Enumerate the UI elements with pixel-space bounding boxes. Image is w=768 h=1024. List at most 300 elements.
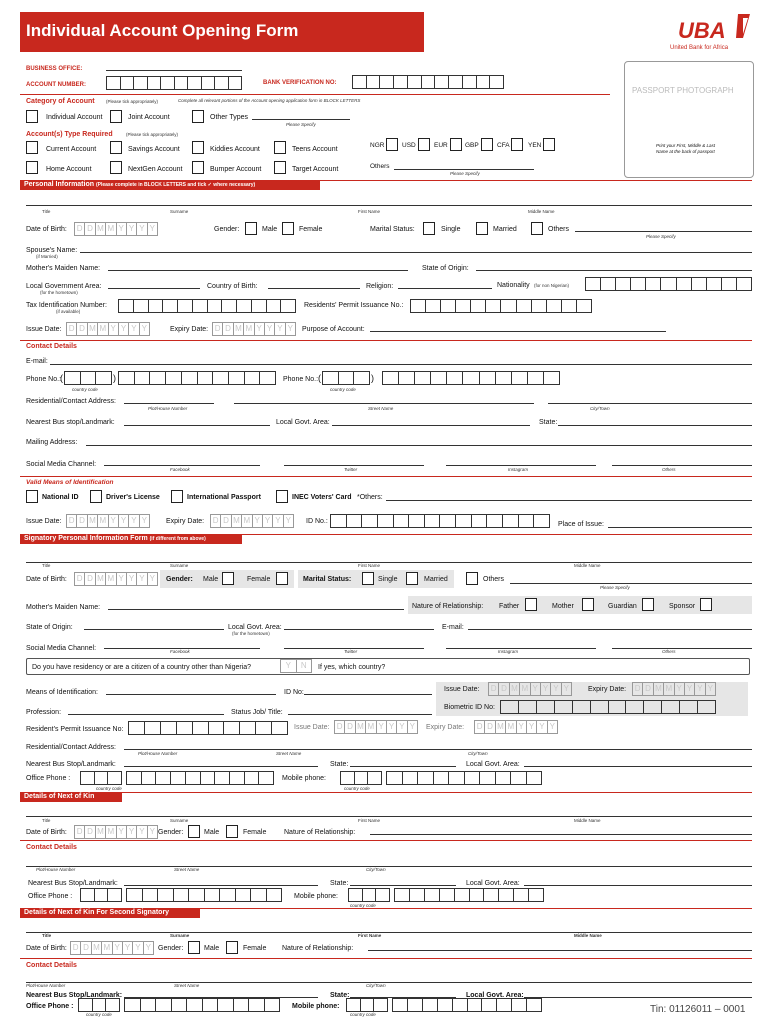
date-cell[interactable]: Y — [123, 941, 133, 955]
date-cell[interactable]: M — [96, 825, 106, 839]
date-cell[interactable]: D — [212, 322, 223, 336]
date-cell[interactable]: M — [654, 682, 664, 696]
expiry-date-field[interactable] — [212, 322, 296, 336]
nok2-office-code-field[interactable] — [78, 998, 120, 1012]
date-cell[interactable]: Y — [109, 322, 119, 336]
nok-mobile-field[interactable] — [394, 888, 544, 902]
date-cell[interactable]: Y — [109, 514, 119, 528]
sig-social-label: Social Media Channel: — [26, 645, 97, 652]
place-issue-field[interactable] — [608, 527, 752, 528]
rel-mother-checkbox[interactable] — [582, 598, 594, 611]
nok2-relationship-label: Nature of Relationship: — [282, 945, 354, 952]
place-issue-label: Place of Issue: — [558, 521, 604, 528]
currency-others-field[interactable] — [394, 169, 534, 170]
nok2-female-checkbox[interactable] — [226, 941, 238, 954]
date-cell[interactable]: Y — [144, 941, 154, 955]
sig-mobile-field[interactable] — [386, 771, 542, 785]
contact-lga-field[interactable] — [332, 425, 530, 426]
date-cell[interactable]: Y — [117, 572, 127, 586]
job-title-field[interactable] — [288, 714, 432, 715]
nok2-mobile-label: Mobile phone: — [292, 1003, 340, 1010]
currency-ngr-checkbox[interactable] — [386, 138, 398, 151]
types-hint: (Please tick appropriately) — [126, 132, 179, 137]
date-cell[interactable]: Y — [548, 720, 558, 734]
currency-cfa-label: CFA — [497, 142, 510, 149]
date-cell[interactable]: D — [488, 682, 499, 696]
date-cell[interactable]: D — [474, 720, 485, 734]
date-cell[interactable]: M — [520, 682, 530, 696]
nok-dob-field[interactable] — [74, 825, 158, 839]
date-cell[interactable]: D — [345, 720, 355, 734]
contact-state-label: State: — [539, 419, 558, 426]
date-cell[interactable]: M — [98, 322, 108, 336]
account-number-field[interactable] — [106, 76, 242, 90]
date-cell[interactable]: M — [88, 514, 98, 528]
sig-state-field[interactable] — [350, 766, 456, 767]
job-title-label: Status Job/ Title: — [231, 709, 283, 716]
purpose-field[interactable] — [370, 331, 666, 332]
residency-yn[interactable] — [280, 659, 312, 673]
date-cell[interactable]: Y — [275, 322, 285, 336]
nok2-mobile-code-field[interactable] — [346, 998, 388, 1012]
voters-card-checkbox[interactable] — [276, 490, 288, 503]
date-cell[interactable]: Y — [537, 720, 547, 734]
date-cell[interactable]: M — [96, 572, 106, 586]
permit-field[interactable] — [410, 299, 592, 313]
phone-field[interactable] — [118, 371, 276, 385]
date-cell[interactable]: D — [74, 572, 85, 586]
date-cell[interactable]: Y — [127, 825, 137, 839]
sig-issue-field[interactable] — [488, 682, 572, 696]
nok2-title-hint: Title — [42, 933, 52, 938]
date-cell[interactable]: M — [664, 682, 674, 696]
sig-married-checkbox[interactable] — [406, 572, 418, 585]
rel-father-label: Father — [499, 603, 520, 610]
date-cell[interactable]: D — [643, 682, 653, 696]
date-cell[interactable]: M — [356, 720, 366, 734]
profession-field[interactable] — [68, 714, 224, 715]
date-cell[interactable]: Y — [397, 720, 407, 734]
sig-maiden-label: Mother's Maiden Name: — [26, 604, 101, 611]
sig-male-checkbox[interactable] — [222, 572, 234, 585]
date-cell[interactable]: M — [506, 720, 516, 734]
date-cell[interactable]: Y — [129, 514, 139, 528]
sig-instagram-hint: Instagram — [498, 649, 519, 654]
date-cell[interactable]: Y — [387, 720, 397, 734]
currency-eur-label: EUR — [434, 142, 448, 149]
date-cell[interactable]: Y — [263, 514, 273, 528]
nok2-office-field[interactable] — [124, 998, 280, 1012]
bumper-account-checkbox[interactable] — [192, 161, 204, 174]
date-cell[interactable]: M — [234, 322, 244, 336]
date-cell[interactable]: D — [66, 322, 77, 336]
nok-relationship-label: Nature of Relationship: — [284, 829, 356, 836]
nok2-male-checkbox[interactable] — [188, 941, 200, 954]
date-cell[interactable]: M — [88, 322, 98, 336]
date-cell[interactable]: Y — [119, 322, 129, 336]
date-cell[interactable]: Y — [675, 682, 685, 696]
contact-lga-label: Local Govt. Area: — [276, 419, 330, 426]
nextgen-account-checkbox[interactable] — [110, 161, 122, 174]
date-cell[interactable]: D — [77, 514, 87, 528]
date-cell[interactable]: D — [77, 322, 87, 336]
date-cell[interactable]: D — [85, 222, 95, 236]
date-cell[interactable]: Y — [140, 322, 150, 336]
business-office-field[interactable] — [106, 70, 242, 71]
date-cell[interactable]: D — [485, 720, 495, 734]
passport-option-label: International Passport — [187, 494, 261, 501]
others-marital-checkbox[interactable] — [531, 222, 543, 235]
sig-mobile-code-field[interactable] — [340, 771, 382, 785]
other-types-label: Other Types — [210, 114, 249, 121]
passport-note: Print your First, Middle & Last Name at the back of passport — [656, 143, 716, 154]
residency-yes[interactable]: Y — [280, 659, 297, 673]
date-cell[interactable]: D — [74, 825, 85, 839]
drivers-license-checkbox[interactable] — [90, 490, 102, 503]
sig-married-label: Married — [424, 576, 448, 583]
country-birth-field[interactable] — [268, 288, 360, 289]
date-cell[interactable]: M — [96, 222, 106, 236]
sig-expiry-label: Expiry Date: — [588, 686, 627, 693]
personal-info-title: Personal Information — [24, 181, 95, 188]
issue-date-field[interactable] — [66, 322, 150, 336]
marital-others-field[interactable] — [575, 231, 752, 232]
religion-field[interactable] — [398, 288, 492, 289]
nok2-gender-label: Gender: — [158, 945, 184, 952]
joint-account-label: Joint Account — [128, 114, 170, 121]
date-cell[interactable]: Y — [265, 322, 275, 336]
tin-field[interactable] — [118, 299, 296, 313]
date-cell[interactable]: Y — [562, 682, 572, 696]
twitter-field[interactable] — [284, 465, 424, 466]
nok-surname-hint: Surname — [170, 818, 189, 823]
nok2-dob-field[interactable] — [70, 941, 154, 955]
sig-others-social-field[interactable] — [612, 648, 752, 649]
sig-female-checkbox[interactable] — [276, 572, 288, 585]
date-cell[interactable]: Y — [377, 720, 387, 734]
date-cell[interactable]: M — [232, 514, 242, 528]
date-cell[interactable]: M — [106, 572, 116, 586]
sig-office-field[interactable] — [126, 771, 274, 785]
category-note: Complete all relevant portions of the Account opening application form in BLOCK LETTERS — [178, 98, 361, 103]
date-cell[interactable]: M — [496, 720, 506, 734]
date-cell[interactable]: Y — [551, 682, 561, 696]
married-checkbox[interactable] — [476, 222, 488, 235]
single-checkbox[interactable] — [423, 222, 435, 235]
sig-means-field[interactable] — [106, 694, 276, 695]
nok-male-checkbox[interactable] — [188, 825, 200, 838]
nok2-city-hint: City/Town — [366, 983, 386, 988]
sig-permit-field[interactable] — [128, 721, 288, 735]
nok-title-hint: Title — [42, 818, 51, 823]
sig-office-label: Office Phone : — [26, 775, 71, 782]
sig-address-label: Residential/Contact Address: — [26, 744, 116, 751]
sig-permit-issue-label: Issue Date: — [294, 724, 330, 731]
state-origin-field[interactable] — [476, 270, 752, 271]
address-city-field[interactable] — [548, 403, 752, 404]
kiddies-account-checkbox[interactable] — [192, 141, 204, 154]
date-cell[interactable]: D — [223, 322, 233, 336]
divider — [20, 958, 752, 959]
rel-sponsor-checkbox[interactable] — [700, 598, 712, 611]
currency-eur-checkbox[interactable] — [450, 138, 462, 151]
target-account-checkbox[interactable] — [274, 161, 286, 174]
sig-permit-expiry-field[interactable] — [474, 720, 558, 734]
date-cell[interactable]: D — [85, 825, 95, 839]
residency-no[interactable]: N — [297, 659, 313, 673]
bvn-field[interactable] — [352, 75, 504, 89]
currency-cfa-checkbox[interactable] — [511, 138, 523, 151]
id-others-field[interactable] — [386, 500, 752, 501]
date-cell[interactable]: D — [81, 941, 91, 955]
phone2-label: Phone No.: — [283, 376, 319, 383]
date-cell[interactable]: Y — [255, 322, 265, 336]
date-cell[interactable]: Y — [527, 720, 537, 734]
sig-lga-field[interactable] — [284, 629, 434, 630]
id-others-label: *Others: — [357, 494, 383, 501]
divider — [20, 840, 752, 841]
passport-photo-box[interactable] — [624, 61, 754, 178]
female-label: Female — [299, 226, 323, 233]
phone-label: Phone No.: — [26, 376, 62, 383]
currency-gbp-checkbox[interactable] — [481, 138, 493, 151]
date-cell[interactable]: M — [366, 720, 376, 734]
date-cell[interactable]: Y — [117, 222, 127, 236]
date-cell[interactable]: Y — [148, 222, 158, 236]
sig-others-label: Others — [483, 576, 505, 583]
sig-state-origin-field[interactable] — [84, 629, 224, 630]
date-cell[interactable]: Y — [137, 825, 147, 839]
mailing-field[interactable] — [86, 445, 752, 446]
address-label: Residential/Contact Address: — [26, 398, 116, 405]
date-cell[interactable]: D — [210, 514, 221, 528]
nok-state-label: State: — [330, 880, 349, 887]
date-cell[interactable]: M — [510, 682, 520, 696]
dob-field[interactable] — [74, 222, 158, 236]
date-cell[interactable]: Y — [137, 572, 147, 586]
passport-checkbox[interactable] — [171, 490, 183, 503]
purpose-label: Purpose of Account: — [302, 326, 365, 333]
sig-dob-field[interactable] — [74, 572, 158, 586]
sig-twitter-hint: Twitter — [344, 649, 358, 654]
date-cell[interactable]: Y — [140, 514, 150, 528]
sig-email-field[interactable] — [468, 629, 752, 630]
female-checkbox[interactable] — [282, 222, 294, 235]
address-plot-field[interactable] — [124, 403, 214, 404]
single-label: Single — [441, 226, 461, 233]
nok-address-field[interactable] — [26, 866, 752, 867]
date-cell[interactable]: M — [106, 825, 116, 839]
nok2-name-field[interactable] — [26, 932, 752, 933]
category-hint: (Please tick appropriately) — [106, 99, 159, 104]
date-cell[interactable]: D — [70, 941, 81, 955]
date-cell[interactable]: D — [85, 572, 95, 586]
sig-others-field[interactable] — [510, 583, 752, 584]
rel-father-checkbox[interactable] — [525, 598, 537, 611]
other-types-field[interactable] — [252, 119, 350, 120]
sig-permit-issue-field[interactable] — [334, 720, 418, 734]
sig-single-label: Single — [378, 576, 398, 583]
date-cell[interactable]: Y — [148, 825, 158, 839]
date-cell[interactable]: Y — [129, 322, 139, 336]
nok2-bar: Details of Next of Kin For Second Signatory — [20, 908, 200, 918]
email-field[interactable] — [50, 364, 752, 365]
date-cell[interactable]: Y — [148, 572, 158, 586]
divider — [20, 340, 752, 341]
home-account-checkbox[interactable] — [26, 161, 38, 174]
marital-specify-hint: Please Specify — [646, 234, 676, 239]
nok-relationship-field[interactable] — [370, 834, 752, 835]
sig-address-field[interactable] — [124, 749, 752, 750]
date-cell[interactable]: M — [98, 514, 108, 528]
nok2-relationship-field[interactable] — [368, 950, 752, 951]
sig-lga2-field[interactable] — [524, 766, 752, 767]
date-cell[interactable]: Y — [119, 514, 129, 528]
date-cell[interactable]: Y — [127, 572, 137, 586]
kiddies-account-label: Kiddies Account — [210, 146, 260, 153]
current-account-checkbox[interactable] — [26, 141, 38, 154]
date-cell[interactable]: M — [92, 941, 102, 955]
date-cell[interactable]: Y — [273, 514, 283, 528]
phone-code-field[interactable] — [64, 371, 112, 385]
nok-office-field[interactable] — [126, 888, 282, 902]
currency-yen-checkbox[interactable] — [543, 138, 555, 151]
lga-field[interactable] — [108, 288, 200, 289]
nok2-surname-hint: Surname — [170, 933, 190, 938]
sig-instagram-field[interactable] — [446, 648, 596, 649]
biometric-field[interactable] — [500, 700, 716, 714]
date-cell[interactable]: D — [221, 514, 231, 528]
sig-idno-field[interactable] — [304, 694, 432, 695]
national-id-label: National ID — [42, 494, 79, 501]
date-cell[interactable]: Y — [286, 322, 296, 336]
married-label: Married — [493, 226, 517, 233]
date-cell[interactable]: Y — [137, 222, 147, 236]
date-cell[interactable]: D — [66, 514, 77, 528]
male-checkbox[interactable] — [245, 222, 257, 235]
date-cell[interactable]: Y — [685, 682, 695, 696]
nok-mobile-code-field[interactable] — [348, 888, 390, 902]
permit-label: Residents' Permit Issuance No.: — [304, 302, 404, 309]
savings-account-checkbox[interactable] — [110, 141, 122, 154]
id-issue-label: Issue Date: — [26, 518, 62, 525]
date-cell[interactable]: M — [102, 941, 112, 955]
nok2-address-field[interactable] — [26, 982, 752, 983]
phone2-code-field[interactable] — [322, 371, 370, 385]
nationality-field[interactable] — [585, 277, 752, 291]
id-expiry-field[interactable] — [210, 514, 294, 528]
business-office-label: BUSINESS OFFICE: — [26, 66, 83, 72]
date-cell[interactable]: M — [106, 222, 116, 236]
nok-state-field[interactable] — [350, 885, 456, 886]
spouse-field[interactable] — [80, 252, 752, 253]
sig-expiry-field[interactable] — [632, 682, 716, 696]
joint-account-checkbox[interactable] — [110, 110, 122, 123]
nok-contact-title: Contact Details — [26, 844, 77, 851]
national-id-checkbox[interactable] — [26, 490, 38, 503]
sig-maiden-field[interactable] — [108, 609, 404, 610]
other-types-checkbox[interactable] — [192, 110, 204, 123]
sig-others-checkbox[interactable] — [466, 572, 478, 585]
date-cell[interactable]: Y — [706, 682, 716, 696]
nok2-lga-field[interactable] — [524, 997, 752, 998]
date-cell[interactable]: Y — [531, 682, 541, 696]
nok2-mobile-field[interactable] — [392, 998, 542, 1012]
date-cell[interactable]: M — [244, 322, 254, 336]
nok-female-label: Female — [243, 829, 267, 836]
issue-date-label: Issue Date: — [26, 326, 62, 333]
date-cell[interactable]: D — [499, 682, 509, 696]
facebook-hint: Facebook — [170, 467, 190, 472]
teens-account-label: Teens Account — [292, 146, 338, 153]
date-cell[interactable]: Y — [408, 720, 418, 734]
nok-name-field[interactable] — [26, 816, 752, 817]
date-cell[interactable]: D — [632, 682, 643, 696]
sig-mobile-code-hint: country code — [344, 786, 370, 791]
nok-female-checkbox[interactable] — [226, 825, 238, 838]
sig-single-checkbox[interactable] — [362, 572, 374, 585]
nok-office-code-field[interactable] — [80, 888, 122, 902]
date-cell[interactable]: Y — [541, 682, 551, 696]
phone-bracket: ) — [371, 373, 374, 383]
sig-office-code-field[interactable] — [80, 771, 122, 785]
nok-plot-hint: Plot/House Number — [36, 867, 76, 872]
nok-busstop-field[interactable] — [124, 885, 318, 886]
date-cell[interactable]: Y — [517, 720, 527, 734]
passport-label: PASSPORT PHOTOGRAPH — [632, 86, 734, 95]
nok2-busstop-label: Nearest Bus Stop/Landmark: — [26, 992, 123, 999]
date-cell[interactable]: Y — [133, 941, 143, 955]
date-cell[interactable]: D — [74, 222, 85, 236]
id-number-field[interactable] — [330, 514, 550, 528]
date-cell[interactable]: Y — [695, 682, 705, 696]
date-cell[interactable]: Y — [113, 941, 123, 955]
maiden-name-field[interactable] — [108, 270, 408, 271]
nok-busstop-label: Nearest Bus Stop/Landmark: — [28, 880, 118, 887]
signatory-name-field[interactable] — [26, 562, 752, 563]
rel-guardian-checkbox[interactable] — [642, 598, 654, 611]
contact-state-field[interactable] — [558, 425, 752, 426]
date-cell[interactable]: Y — [284, 514, 294, 528]
which-country-label: If yes, which country? — [318, 664, 386, 671]
rel-mother-label: Mother — [552, 603, 574, 610]
id-issue-field[interactable] — [66, 514, 150, 528]
date-cell[interactable]: Y — [127, 222, 137, 236]
busstop-field[interactable] — [124, 425, 270, 426]
date-cell[interactable]: M — [242, 514, 252, 528]
nok-lga-field[interactable] — [524, 885, 752, 886]
instagram-field[interactable] — [446, 465, 596, 466]
rel-guardian-label: Guardian — [608, 603, 637, 610]
date-cell[interactable]: Y — [253, 514, 263, 528]
street-hint: Street Name — [368, 406, 394, 411]
phone2-field[interactable] — [382, 371, 560, 385]
currency-usd-checkbox[interactable] — [418, 138, 430, 151]
social-others-field[interactable] — [612, 465, 752, 466]
name-field[interactable] — [26, 205, 752, 206]
date-cell[interactable]: D — [334, 720, 345, 734]
teens-account-checkbox[interactable] — [274, 141, 286, 154]
date-cell[interactable]: Y — [117, 825, 127, 839]
facebook-field[interactable] — [104, 465, 260, 466]
nok2-male-label: Male — [204, 945, 220, 952]
nok-city-hint: City/Town — [366, 867, 386, 872]
individual-account-checkbox[interactable] — [26, 110, 38, 123]
address-street-field[interactable] — [234, 403, 534, 404]
sig-busstop-field[interactable] — [124, 766, 318, 767]
sig-marital-label: Marital Status: — [303, 576, 352, 583]
spouse-hint: (if Married) — [36, 254, 58, 259]
